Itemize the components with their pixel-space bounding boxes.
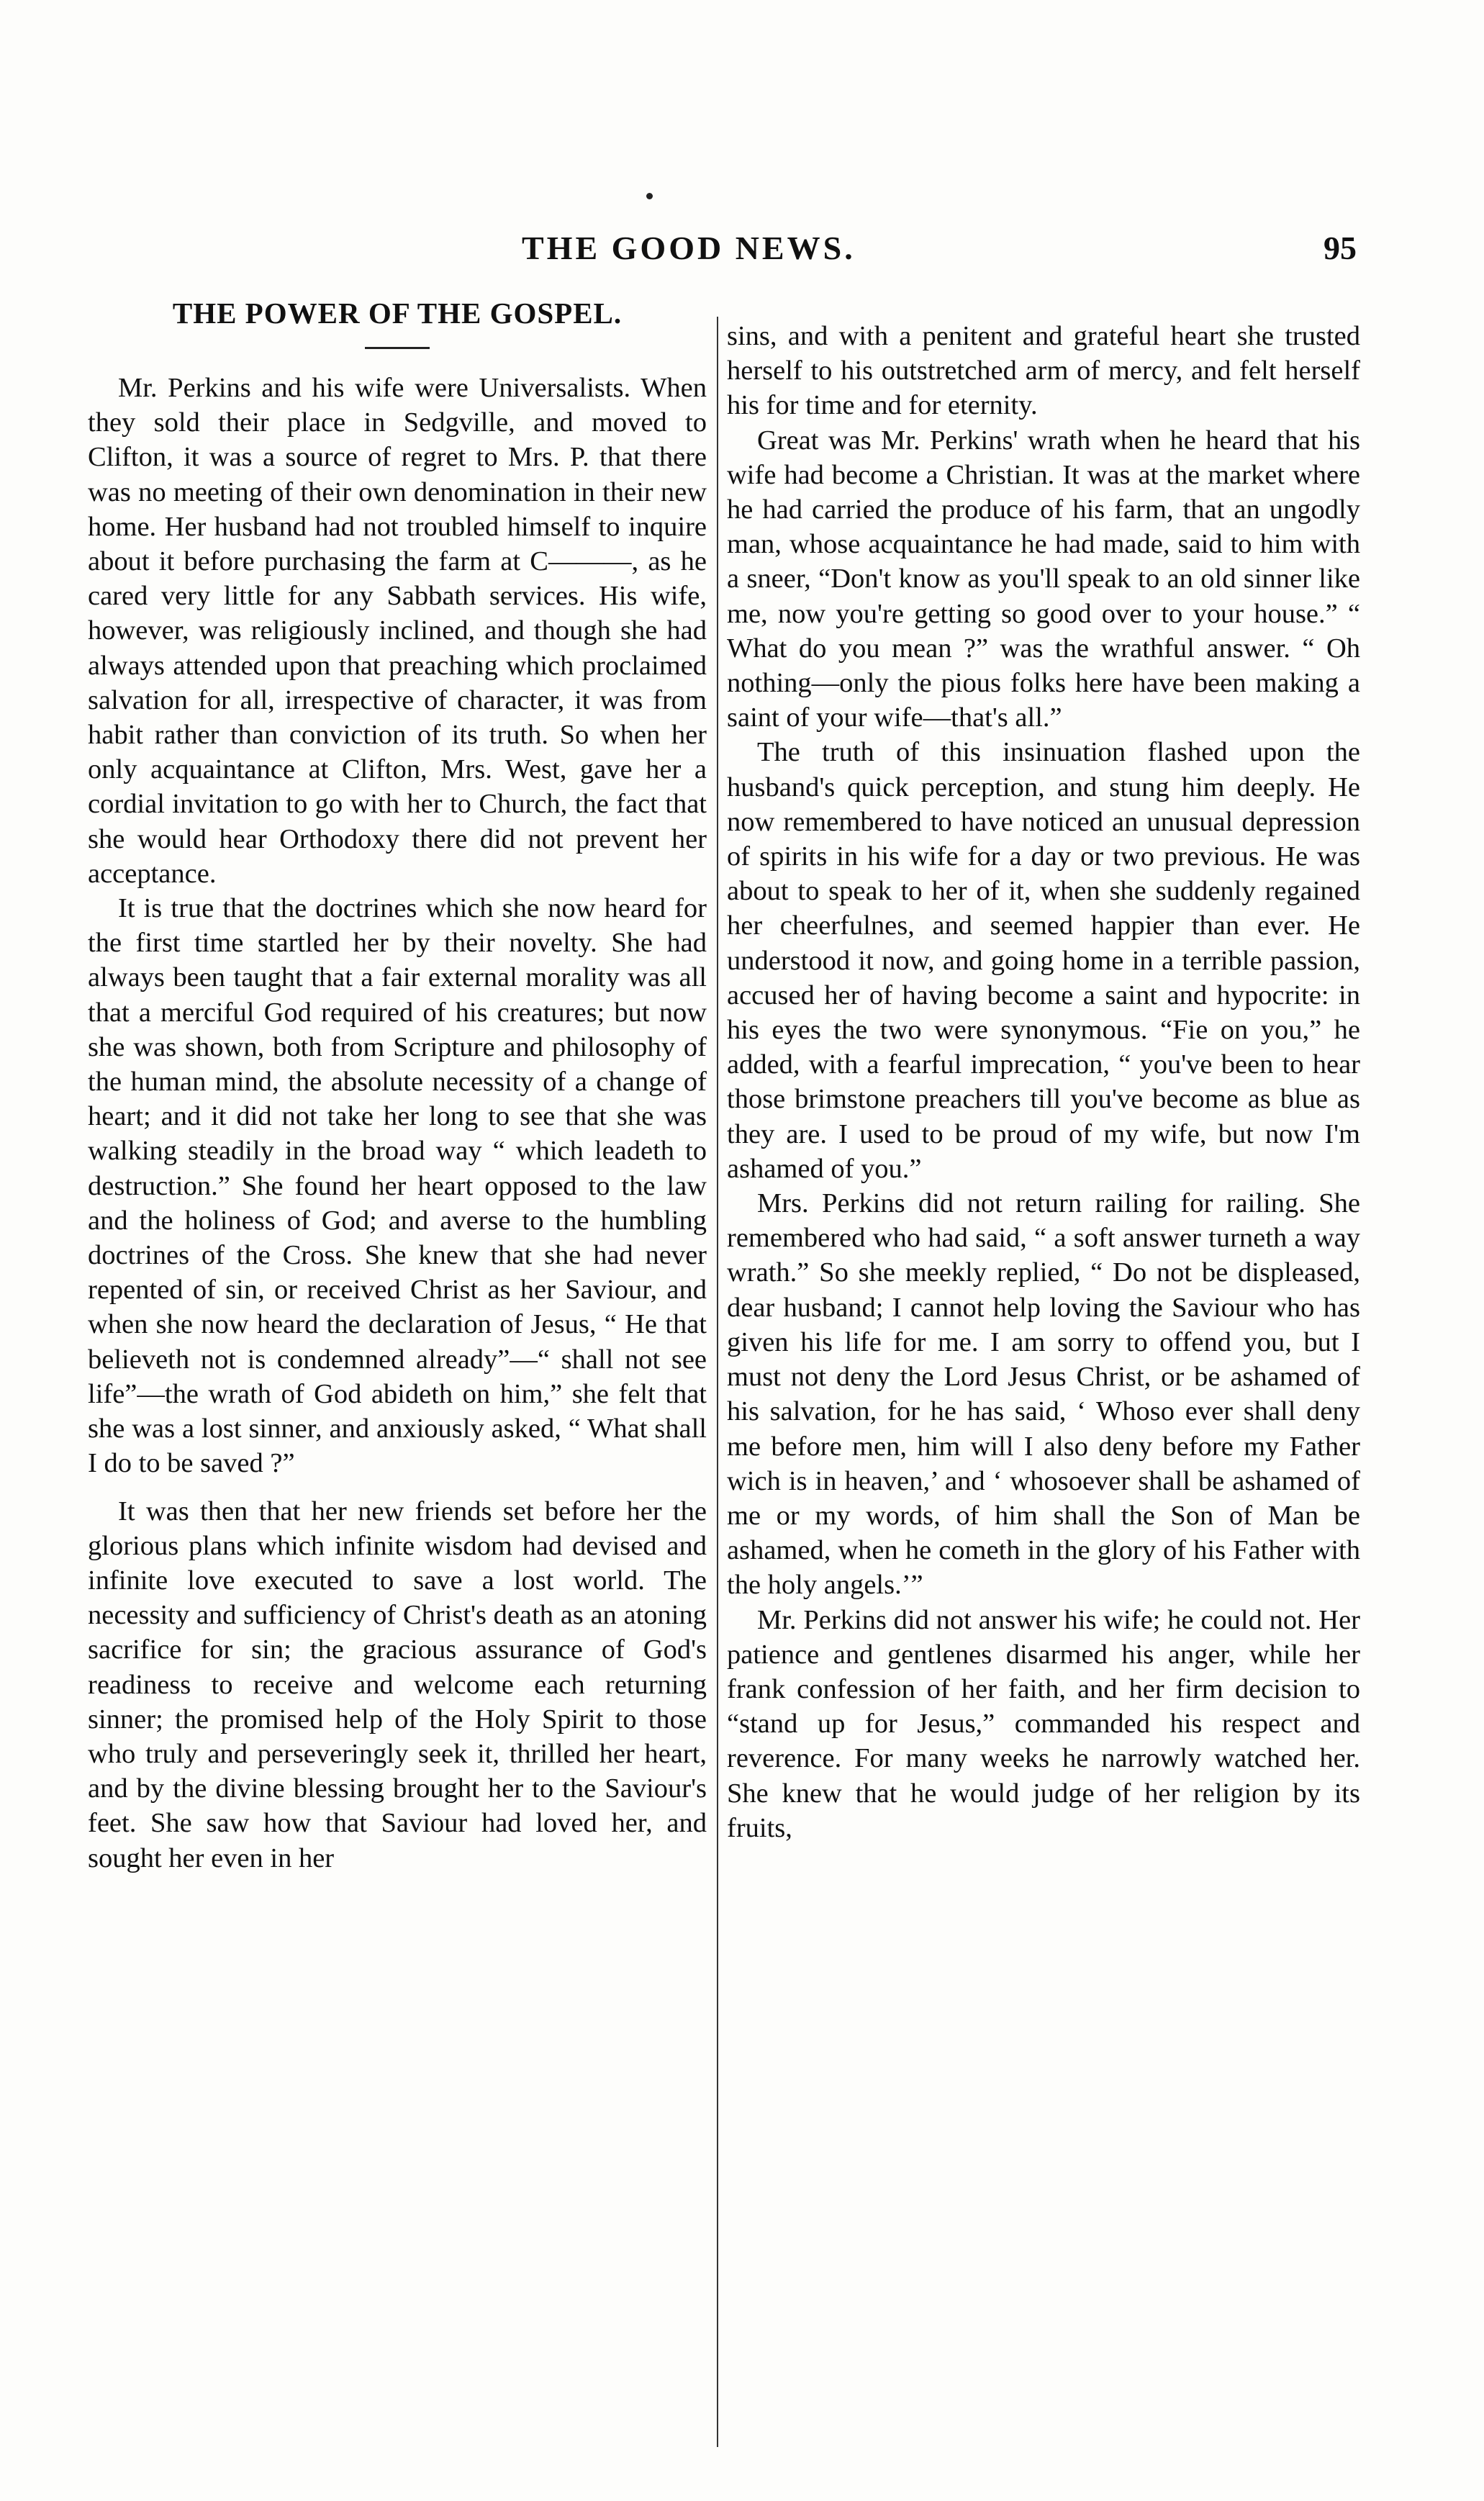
paragraph: Mr. Perkins and his wife were Universalists. When they sold their place in Sedgville, and moved to Clifton, it was a source of regret to Mrs. P. that there was no meeting of their own denomination in their new home. Her husband had not troubled himself to inquire about it before purchasing the farm at C———, as he cared very little for any Sabbath services. His wife, however, was religiously inclined, and though she had always attended upon that preaching which proclaimed salvation for all, irrespective of character, it was from habit rather than conviction of its truth. So when her only acquaintance at Clifton, Mrs. West, gave her a cordial invitation to go with her to Church, the fact that she would hear Orthodoxy there did not prevent her acceptance.: [88, 373, 707, 889]
paragraph: It was then that her new friends set before her the glorious plans which infinite wisdom had devised and infinite love executed to save a lost world. The necessity and sufficiency of Christ's death as an atoning sacrifice for sin; the gracious assurance of God's readiness to receive and welcome each returning sinner; the promised help of the Holy Spirit to those who truly and perseveringly seek it, thrilled her heart, and by the divine blessing brought her to the Saviour's feet. She saw how that Saviour had loved her, and sought her even in her: [88, 1496, 707, 1873]
left-column: [88, 295, 707, 1876]
paragraph: The truth of this insinuation flashed upon the husband's quick perception, and stung him deeply. He now remembered to have noticed an unusual depression of spirits in his wife for a day or two previous. He was about to speak to her of it, when she suddenly regained her cheerfulnes, and seemed happier than ever. He understood it now, and going home in a terrible passion, accused her of having become a saint and hypocrite: in his eyes the two were synonymous. “Fie on you,” he added, with a fearful imprecation, “ you've been to hear those brimstone preachers till you've become as blue as they are. I used to be proud of my wife, but now I'm ashamed of you.”: [727, 737, 1360, 1184]
article-title: THE POWER OF THE GOSPEL.: [172, 297, 623, 330]
paragraph: Mrs. Perkins did not return railing for railing. She remembered who had said, “ a soft answer turneth a way wrath.” So she meekly replied, “ Do not be displeased, dear husband; I cannot help loving the Saviour who has given his life for me. I am sorry to offend you, but I must not deny the Lord Jesus Christ, or be ashamed of his salvation, for he has said, ‘ Whoso ever shall deny me before men, him will I also deny before my Father wich is in heaven,’ and ‘ whosoever shall be ashamed of me or my words, of him shall the Son of Man be ashamed, when he cometh in the glory of his Father with the holy angels.’”: [727, 1188, 1360, 1601]
page-number: 95: [1324, 230, 1357, 266]
paragraph: sins, and with a penitent and grateful heart she trusted herself to his outstretched arm of mercy, and felt herself his for time and for eternity.: [727, 321, 1360, 421]
paragraph: It is true that the doctrines which she now heard for the first time startled her by their novelty. She had always been taught that a fair external morality was all that a merciful God required of his creatures; but now she was shown, both from Scripture and philosophy of the human mind, the absolute necessity of a change of heart; and it did not take her long to see that she was walking steadily in the broad way “ which leadeth to destruction.” She found her heart opposed to the law and the holiness of God; and averse to the humbling doctrines of the Cross. She knew that she had never repented of sin, or received Christ as her Saviour, and when she now heard the declaration of Jesus, “ He that believeth not is condemned already”—“ shall not see life”—the wrath of God abideth on him,” she felt that she was a lost sinner, and anxiously asked, “ What shall I do to be saved ?”: [88, 893, 707, 1479]
ink-speck: [646, 193, 653, 199]
paragraph: Mr. Perkins did not answer his wife; he could not. Her patience and gentlenes disarmed his anger, while her frank confession of her faith, and her firm decision to “stand up for Jesus,” commanded his respect and reverence. For many weeks he narrowly watched her. She knew that he would judge of her religion by its fruits,: [727, 1604, 1360, 1843]
column-divider: [717, 317, 718, 2447]
running-title: THE GOOD NEWS.: [522, 230, 856, 266]
paragraph: Great was Mr. Perkins' wrath when he heard that his wife had become a Christian. It was at the market where he had carried the produce of his farm, that an ungodly man, whose acquaintance he had made, said to him with a sneer, “Don't know as you'll speak to an old sinner like me, now you're getting so good over to your house.” “ What do you mean ?” was the wrathful answer. “ Oh nothing—only the pious folks here have been making a saint of your wife—that's all.”: [727, 425, 1360, 733]
right-column: [727, 319, 1360, 1845]
title-rule: [365, 347, 430, 349]
running-head: [522, 229, 1357, 279]
